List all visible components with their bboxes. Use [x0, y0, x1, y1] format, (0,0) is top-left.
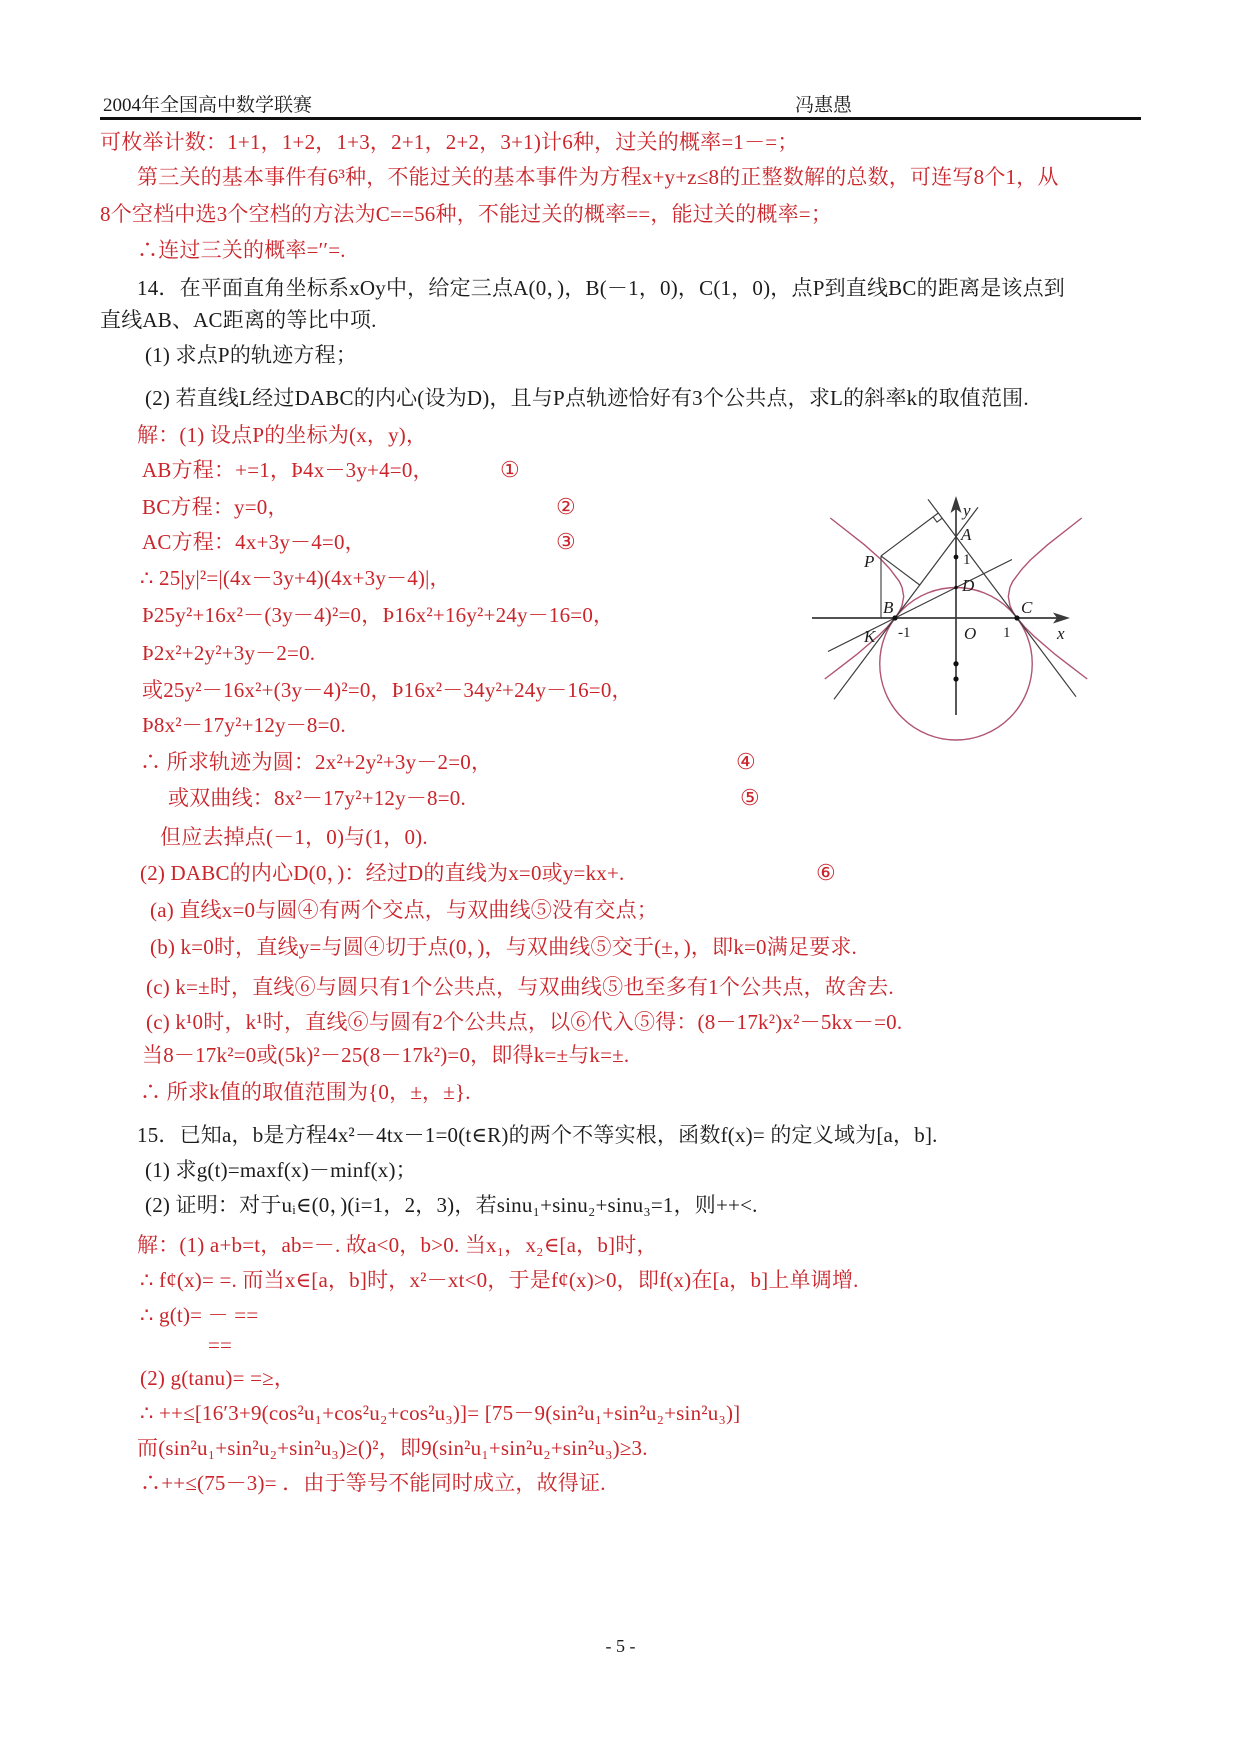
text-line: 而(sin²u₁+sin²u₂+sin²u₃)≥()²，即9(sin²u₁+sin²u₂+sin²u₃)≥3.	[137, 1436, 648, 1460]
text-line: ∴ f¢(x)= =. 而当x∈[a，b]时，x²－xt<0，于是f¢(x)>0，即f(x)在[a，b]上单调增.	[140, 1268, 859, 1292]
text-line: 解：(1) 设点P的坐标为(x，y)，	[137, 423, 428, 447]
text-line: (2) 若直线L经过DABC的内心(设为D)，且与P点轨迹恰好有3个公共点，求L的斜率k的取值范围.	[145, 386, 1029, 410]
text-line: ==	[208, 1333, 233, 1357]
text-line: 15．已知a，b是方程4x²－4tx－1=0(t∈R)的两个不等实根，函数f(x)= 的定义域为[a，b].	[137, 1123, 938, 1147]
circle-center-dot	[953, 661, 958, 666]
tick-one-y-label: 1	[963, 552, 971, 568]
text-line: (2) 证明：对于uᵢ∈(0，)(i=1，2，3)，若sinu₁+sinu₂+sinu₃=1，则++<.	[145, 1193, 758, 1217]
segment-p-to-ab	[881, 556, 920, 585]
tick-minus-one-label: -1	[898, 625, 911, 641]
equation-number-badge: ④	[736, 749, 756, 774]
text-line: BC方程：y=0，	[142, 495, 289, 519]
text-line: (b) k=0时，直线y=与圆④切于点(0，)，与双曲线⑤交于(±，)，即k=0满足要求.	[150, 935, 858, 959]
point-k-label: K	[864, 627, 876, 646]
point-c-dot	[1014, 615, 1019, 620]
x-axis-label: x	[1057, 624, 1065, 643]
text-line: ∴ g(t)= － ==	[140, 1303, 259, 1327]
equation-number-badge: ③	[556, 529, 576, 554]
text-line: 或双曲线：8x²－17y²+12y－8=0.	[168, 786, 466, 810]
header-author: 冯惠愚	[795, 95, 853, 116]
point-d-label: D	[962, 576, 975, 595]
segment-p-to-ac	[881, 513, 938, 556]
text-line: (1) 求g(t)=maxf(x)－minf(x)；	[145, 1158, 417, 1182]
equation-number-badge: ②	[556, 494, 576, 519]
text-line: Þ2x²+2y²+3y－2=0.	[142, 641, 316, 665]
text-line: (c) k¹0时，k¹时，直线⑥与圆有2个公共点，以⑥代入⑤得：(8－17k²)x²－5kx－=0.	[146, 1010, 903, 1034]
text-line: ∴++≤(75－3)= ．由于等号不能同时成立，故得证.	[140, 1471, 606, 1495]
point-d-dot	[954, 586, 958, 590]
text-line: ∴ 所求k值的取值范围为{0，±，±}.	[140, 1080, 471, 1104]
tick-one-y-dot	[954, 555, 959, 560]
equation-number-badge: ⑤	[740, 785, 760, 810]
figure-problem14	[806, 436, 1106, 748]
text-line: (2) g(tanu)= =≥，	[140, 1366, 296, 1390]
origin-label: O	[964, 624, 977, 643]
header-title: 2004年全国高中数学联赛	[103, 95, 313, 116]
y-axis-label: y	[963, 501, 971, 520]
text-line: ∴ 所求轨迹为圆：2x²+2y²+3y－2=0，	[140, 750, 493, 774]
point-c-label: C	[1021, 598, 1033, 617]
text-line: 8个空档中选3个空档的方法为C==56种，不能过关的概率==，能过关的概率=；	[100, 202, 833, 226]
text-line: 当8－17k²=0或(5k)²－25(8－17k²)=0，即得k=±与k=±.	[142, 1043, 630, 1067]
text-line: (1) 求点P的轨迹方程；	[145, 343, 358, 367]
line-bd	[828, 560, 1012, 652]
text-line: 直线AB、AC距离的等比中项.	[100, 308, 377, 332]
equation-number-badge: ①	[500, 457, 520, 482]
text-line: ∴连过三关的概率=′′=.	[137, 238, 346, 262]
text-line: AC方程：4x+3y－4=0，	[142, 530, 366, 554]
text-line: (2) DABC的内心D(0，)：经过D的直线为x=0或y=kx+.	[140, 861, 625, 885]
point-a-label: A	[961, 525, 972, 544]
text-line: Þ8x²－17y²+12y－8=0.	[142, 713, 346, 737]
text-line: 可枚举计数：1+1，1+2，1+3，2+1，2+2，3+1)计6种，过关的概率=1－=；	[100, 130, 799, 154]
header-rule	[100, 117, 1141, 120]
text-line: ∴ 25|y|²=|(4x－3y+4)(4x+3y－4)|，	[140, 566, 451, 590]
text-line: 解：(1) a+b=t，ab=－. 故a<0，b>0. 当x₁，x₂∈[a，b]时，	[137, 1233, 658, 1257]
line-ac	[928, 499, 1076, 696]
text-line: 第三关的基本事件有6³种，不能过关的基本事件为方程x+y+z≤8的正整数解的总数，可连写8个1，从	[137, 165, 1059, 189]
equation-number-badge: ⑥	[816, 860, 836, 885]
text-line: 但应去掉点(－1，0)与(1，0).	[160, 825, 428, 849]
text-line: ∴ ++≤[16′3+9(cos²u₁+cos²u₂+cos²u₃)]= [75－9(sin²u₁+sin²u₂+sin²u₃)]	[140, 1401, 741, 1425]
text-line: Þ25y²+16x²－(3y－4)²=0，Þ16x²+16y²+24y－16=0，	[142, 603, 615, 627]
point-b-label: B	[883, 598, 894, 617]
text-line: (c) k=±时，直线⑥与圆只有1个公共点，与双曲线⑤也至多有1个公共点，故舍去.	[146, 975, 894, 999]
point-p-label: P	[864, 552, 875, 571]
right-angle-mark	[933, 517, 942, 522]
tick-one-x-label: 1	[1003, 625, 1011, 641]
text-line: 14．在平面直角坐标系xOy中，给定三点A(0，)，B(－1，0)，C(1，0)，点P到直线BC的距离是该点到	[137, 276, 1065, 300]
text-line: 或25y²－16x²+(3y－4)²=0，Þ16x²－34y²+24y－16=0，	[142, 678, 633, 702]
page-number: - 5 -	[605, 1636, 636, 1656]
text-line: (a) 直线x=0与圆④有两个交点，与双曲线⑤没有交点；	[150, 898, 658, 922]
text-line: AB方程：+=1，Þ4x－3y+4=0，	[142, 458, 434, 482]
minus-unit-dot	[953, 676, 958, 681]
